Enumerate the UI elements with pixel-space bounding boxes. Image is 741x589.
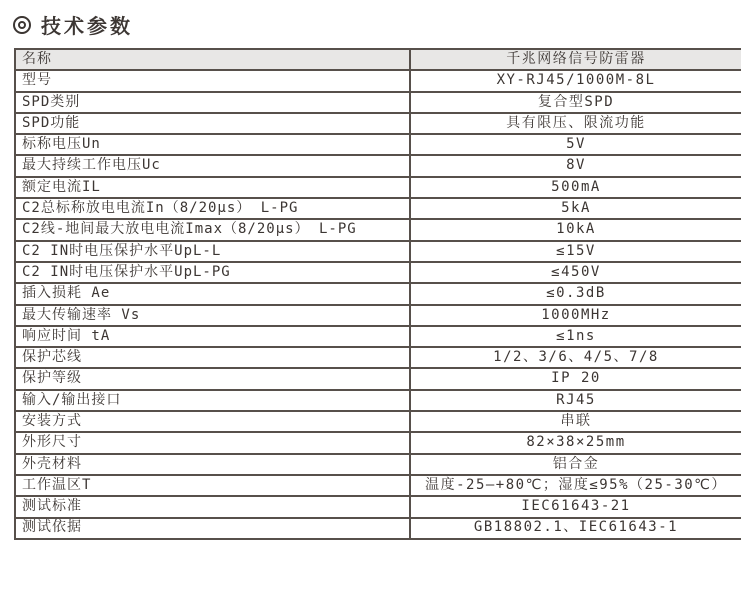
table-row <box>15 70 741 91</box>
row-value-cell: 5kA <box>410 198 741 219</box>
section-title-text: 技术参数 <box>41 14 133 38</box>
row-value-cell: RJ45 <box>410 390 741 411</box>
row-value-cell: GB18802.1、IEC61643-1 <box>410 518 741 539</box>
row-value-cell: ≤450V <box>410 262 741 283</box>
row-name-cell: SPD功能 <box>15 113 410 134</box>
row-name-cell: 外壳材料 <box>15 454 410 475</box>
bullseye-icon <box>13 16 31 34</box>
row-value-cell: ≤0.3dB <box>410 283 741 304</box>
row-name-cell: 测试标准 <box>15 496 410 517</box>
row-value-cell: 具有限压、限流功能 <box>410 113 741 134</box>
row-value-cell: XY-RJ45/1000M-8L <box>410 70 741 91</box>
table-row <box>15 411 741 432</box>
row-name-cell: 额定电流IL <box>15 177 410 198</box>
table-row <box>15 177 741 198</box>
row-name-cell: C2 IN时电压保护水平UpL-PG <box>15 262 410 283</box>
table-row <box>15 219 741 240</box>
table-row <box>15 432 741 453</box>
row-value-cell: 8V <box>410 155 741 176</box>
row-name-cell: 保护等级 <box>15 368 410 389</box>
table-row <box>15 454 741 475</box>
row-name-cell: 保护芯线 <box>15 347 410 368</box>
header-name-cell: 名称 <box>15 49 410 70</box>
section-title <box>13 10 133 39</box>
row-name-cell: 最大持续工作电压Uc <box>15 155 410 176</box>
table-row <box>15 113 741 134</box>
table-row <box>15 198 741 219</box>
row-name-cell: C2线-地间最大放电电流Imax（8/20μs） L-PG <box>15 219 410 240</box>
header-value-cell: 千兆网络信号防雷器 <box>410 49 741 70</box>
table-header-row <box>15 49 741 70</box>
row-name-cell: C2总标称放电电流In（8/20μs） L-PG <box>15 198 410 219</box>
table-row <box>15 305 741 326</box>
table-row <box>15 347 741 368</box>
bullseye-icon-inner <box>18 21 26 29</box>
row-value-cell: 1000MHz <box>410 305 741 326</box>
table-row <box>15 241 741 262</box>
row-value-cell: 5V <box>410 134 741 155</box>
row-name-cell: 标称电压Un <box>15 134 410 155</box>
row-name-cell: 安装方式 <box>15 411 410 432</box>
row-value-cell: ≤1ns <box>410 326 741 347</box>
row-name-cell: 插入损耗 Ae <box>15 283 410 304</box>
table-row <box>15 390 741 411</box>
row-value-cell: 温度-25—+80℃；湿度≤95%（25-30℃） <box>410 475 741 496</box>
row-value-cell: 10kA <box>410 219 741 240</box>
table-row <box>15 262 741 283</box>
table-row <box>15 368 741 389</box>
row-name-cell: 测试依据 <box>15 518 410 539</box>
row-name-cell: 型号 <box>15 70 410 91</box>
table-row <box>15 283 741 304</box>
table-row <box>15 92 741 113</box>
row-value-cell: 500mA <box>410 177 741 198</box>
row-value-cell: ≤15V <box>410 241 741 262</box>
row-value-cell: 82×38×25mm <box>410 432 741 453</box>
table-row <box>15 496 741 517</box>
row-value-cell: IEC61643-21 <box>410 496 741 517</box>
table-row <box>15 518 741 539</box>
table-row <box>15 326 741 347</box>
row-name-cell: 外形尺寸 <box>15 432 410 453</box>
row-name-cell: 工作温区T <box>15 475 410 496</box>
row-name-cell: 输入/输出接口 <box>15 390 410 411</box>
table-row <box>15 155 741 176</box>
row-value-cell: 1/2、3/6、4/5、7/8 <box>410 347 741 368</box>
row-value-cell: IP 20 <box>410 368 741 389</box>
spec-table <box>14 48 741 540</box>
row-value-cell: 串联 <box>410 411 741 432</box>
table-body <box>15 70 741 539</box>
table-row <box>15 134 741 155</box>
row-value-cell: 铝合金 <box>410 454 741 475</box>
row-name-cell: C2 IN时电压保护水平UpL-L <box>15 241 410 262</box>
table-row <box>15 475 741 496</box>
row-name-cell: 最大传输速率 Vs <box>15 305 410 326</box>
row-name-cell: 响应时间 tA <box>15 326 410 347</box>
row-value-cell: 复合型SPD <box>410 92 741 113</box>
row-name-cell: SPD类别 <box>15 92 410 113</box>
